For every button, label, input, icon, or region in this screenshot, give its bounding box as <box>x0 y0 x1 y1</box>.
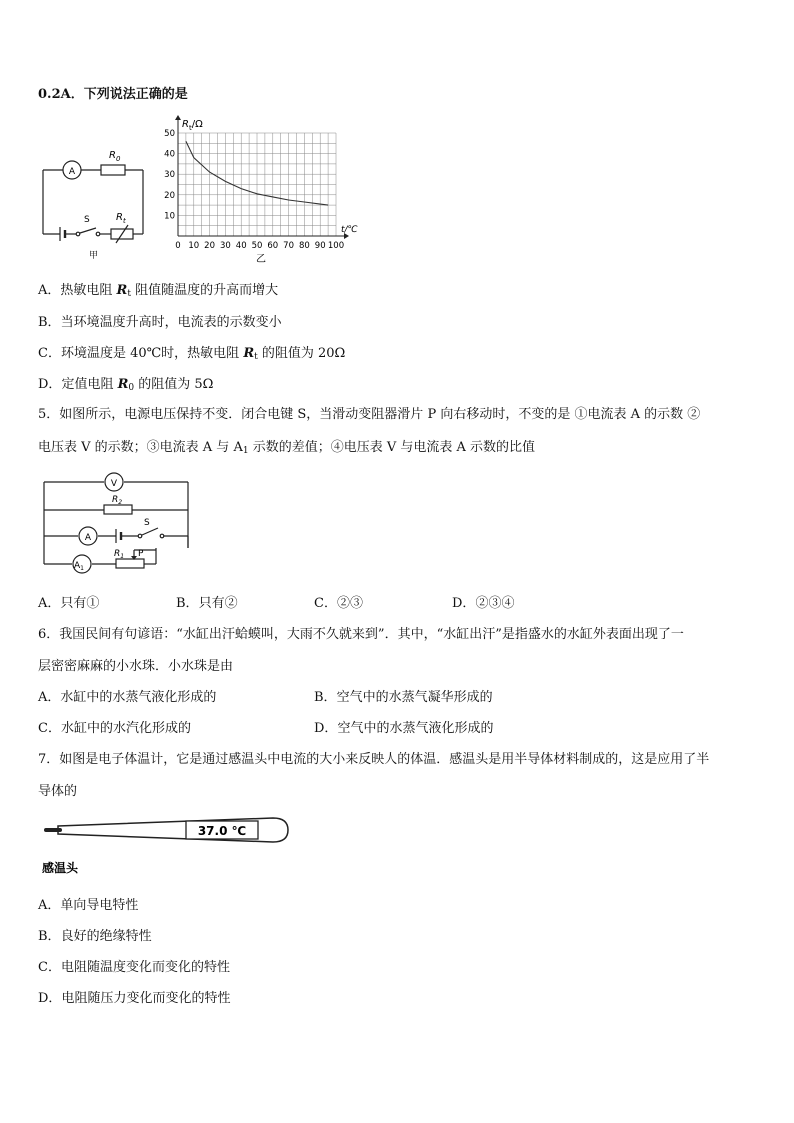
circuit-diagram-jia <box>36 136 156 266</box>
q6-option-3[interactable]: D．空气中的水蒸气液化形成的 <box>314 721 494 736</box>
q6-stem-line1: 6．我国民间有句谚语：“水缸出汗蛤蟆叫，大雨不久就来到”．其中，“水缸出汗”是指盛水的水缸外表面出现了一 <box>38 627 684 642</box>
svg-text:A1: $A_1$ <box>74 561 84 572</box>
resistance-temperature-chart <box>160 110 370 270</box>
x-tick-label: 70 <box>283 241 295 251</box>
x-tick-label: 30 <box>219 241 231 251</box>
q4-option-3[interactable]: D．定值电阻 $R_0$ 的阻值为 5Ω <box>38 377 214 393</box>
option-letter: B． <box>38 315 61 330</box>
q4-intro: 0.2A．下列说法正确的是 <box>38 87 188 102</box>
chart-grid <box>178 133 336 236</box>
x-tick-label: 80 <box>298 241 310 251</box>
ammeter-label: A <box>68 167 76 177</box>
svg-text:Rt: $R_t$ <box>116 212 126 225</box>
q7-stem-line2: 导体的 <box>38 784 78 799</box>
q5-option-2[interactable]: C．②③ <box>314 596 363 611</box>
q6-stem-line2: 层密密麻麻的小水珠．小水珠是由 <box>38 659 234 674</box>
svg-text:R1: $R_1$ <box>114 549 125 560</box>
x-tick-label: 10 <box>188 241 200 251</box>
q5-stem-line2: 电压表 V 的示数；③电流表 A 与 $A_1$ 示数的差值；④电压表 V 与电流表 A 示数的比值 <box>38 440 536 456</box>
option-letter: D． <box>38 377 62 392</box>
q6-option-0[interactable]: A．水缸中的水蒸气液化形成的 <box>38 690 217 705</box>
x-tick-label: 90 <box>314 241 326 251</box>
option-letter: C． <box>38 346 61 361</box>
y-axis-arrow <box>175 115 181 120</box>
q4-option-0[interactable]: A．热敏电阻 $R_t$ 阻值随温度的升高而增大 <box>38 283 279 299</box>
q5-option-3[interactable]: D．②③④ <box>452 596 515 611</box>
svg-text:R2: $R_2$ <box>112 495 123 506</box>
switch-label: S <box>84 215 90 225</box>
x-tick-label: 0 <box>175 241 181 251</box>
x-tick-label: 40 <box>235 241 247 251</box>
chart-x-label: t/℃ <box>341 225 358 235</box>
thermometer-display-text: 37.0 ℃ <box>197 824 247 838</box>
q4-option-2[interactable]: C．环境温度是 40℃时，热敏电阻 $R_t$ 的阻值为 20Ω <box>38 346 346 362</box>
svg-text:A: A <box>84 533 92 543</box>
chart-caption: 乙 <box>256 254 266 265</box>
svg-text:R0: $R_0$ <box>109 150 121 163</box>
y-tick-label: 10 <box>164 211 175 222</box>
q7-option-1[interactable]: B．良好的绝缘特性 <box>38 929 152 944</box>
electronic-thermometer-figure <box>38 810 298 880</box>
y-tick-label: 20 <box>164 190 175 201</box>
q7-option-3[interactable]: D．电阻随压力变化而变化的特性 <box>38 991 231 1006</box>
q5-option-0[interactable]: A．只有① <box>38 596 100 611</box>
x-tick-label: 50 <box>251 241 263 251</box>
x-tick-label: 20 <box>204 241 216 251</box>
x-tick-label: 100 <box>327 241 345 251</box>
q4-option-1[interactable]: B．当环境温度升高时，电流表的示数变小 <box>38 315 282 330</box>
q7-option-0[interactable]: A．单向导电特性 <box>38 898 139 913</box>
svg-text:P: P <box>138 549 144 559</box>
chart-axes <box>175 115 349 239</box>
figure-label-jia: 甲 <box>89 251 99 261</box>
chart-y-label: $R_t/\Omega$ <box>182 119 203 132</box>
y-tick-label: 30 <box>164 170 175 181</box>
q5-option-1[interactable]: B．只有② <box>176 596 238 611</box>
circuit-diagram-q5 <box>38 470 198 582</box>
q7-stem-line1: 7．如图是电子体温计，它是通过感温头中电流的大小来反映人的体温．感温头是用半导体材料制成的，这是应用了半 <box>38 752 710 767</box>
q6-option-2[interactable]: C．水缸中的水汽化形成的 <box>38 721 191 736</box>
option-letter: A． <box>38 283 61 298</box>
q5-stem-line1: 5．如图所示，电源电压保持不变．闭合电键 S，当滑动变阻器滑片 P 向右移动时，不变的是 ①电流表 A 的示数 ② <box>38 407 701 422</box>
svg-text:V: V <box>110 479 118 489</box>
x-tick-label: 60 <box>267 241 279 251</box>
svg-text:S: S <box>144 518 150 528</box>
probe-label: 感温头 <box>42 861 79 875</box>
y-tick-label: 50 <box>164 129 175 139</box>
q6-option-1[interactable]: B．空气中的水蒸气凝华形成的 <box>314 690 493 705</box>
y-tick-label: 40 <box>164 149 175 160</box>
q7-option-2[interactable]: C．电阻随温度变化而变化的特性 <box>38 960 230 975</box>
